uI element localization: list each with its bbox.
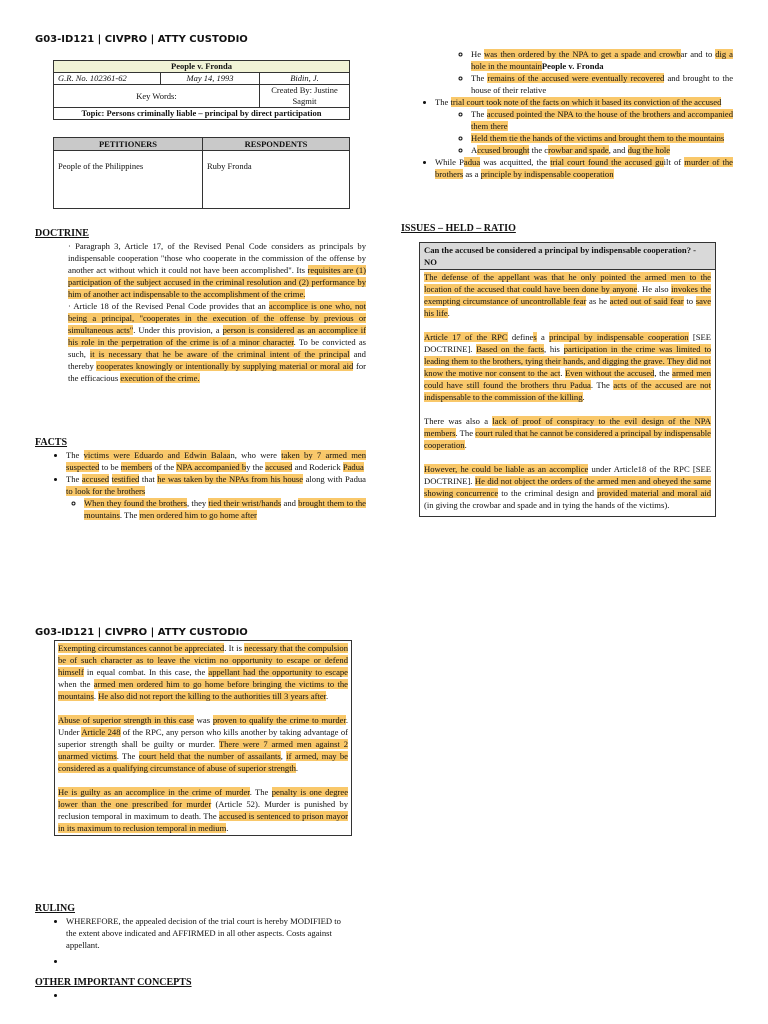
text-segment: of the — [152, 462, 177, 472]
issue-box — [419, 242, 716, 517]
text-segment: · Article 18 of the Revised Penal Code provides that an — [68, 301, 269, 311]
text-segment: in equal combat. In this case, the — [83, 667, 209, 677]
text-segment: to the criminal design and — [498, 488, 598, 498]
highlighted-text: to look for the brothers — [66, 486, 146, 496]
highlighted-text: execution of the crime. — [120, 373, 200, 383]
ratio-paragraph — [424, 415, 711, 451]
document-header: G03-ID121 | CIVPRO | ATTY CUSTODIO — [35, 34, 248, 45]
text-segment: define — [507, 332, 534, 342]
highlighted-text: appellant had the opportunity to escape — [208, 667, 348, 677]
highlighted-text: lack of proof of conspiracy to the evil design of the NPA members — [424, 416, 712, 438]
text-segment: . Under this provision, a — [133, 325, 223, 335]
highlighted-text: accused pointed the NPA to the house of the brothers and accompanied them there — [471, 109, 733, 131]
respondent-name: Ruby Fronda — [203, 151, 350, 209]
text-segment: , they — [187, 498, 209, 508]
highlighted-text: The defense of the appellant was that he only pointed the armed men to the location of the accused that could have been done by anyone — [424, 272, 711, 294]
text-segment: for the efficacious — [68, 361, 367, 383]
doctrine-paragraph — [68, 240, 366, 300]
ruling-heading: RULING — [35, 903, 76, 914]
list-item — [66, 955, 352, 967]
text-segment: The — [471, 73, 488, 83]
highlighted-text: suspected — [66, 462, 100, 472]
highlighted-text: cooperates knowingly or intentionally by supplying material or moral aid — [96, 361, 354, 371]
text-segment: and Roderick — [292, 462, 343, 472]
other-concepts-list — [52, 989, 352, 1001]
list-item: • WHEREFORE, the appealed decision of the trial court is hereby MODIFIED to the extent above indicated and AFFIRMED in all other aspects. Costs against appellant. — [66, 915, 352, 951]
text-segment: as a — [463, 169, 481, 179]
highlighted-text: if armed, may be considered as a qualifying circumstance of abuse of superior strength — [58, 751, 348, 773]
list-item — [471, 108, 733, 132]
highlighted-text: requisites are (1) participation of the subject accused in the criminal resolution and (2) performance by him of another act indispensable to the accomplishment of the crime. — [68, 265, 366, 299]
gr-number: G.R. No. 102361-62 — [54, 73, 161, 85]
highlighted-text: testified — [111, 474, 140, 484]
highlighted-text: dig a hole in the mountain — [471, 49, 733, 71]
text-segment: . — [295, 763, 299, 773]
list-item — [66, 473, 366, 521]
text-segment: [SEE DOCTRINE]. — [424, 332, 711, 354]
text-segment: . The — [455, 428, 476, 438]
text-segment: of the RPC, any person who kills another by taking advantage of superior strength shall be guilty or murder. — [58, 727, 348, 749]
text-segment: y the — [246, 462, 266, 472]
highlighted-text: court held that the number of assailants — [138, 751, 281, 761]
highlighted-text: accused — [81, 474, 110, 484]
text-segment: . It is — [224, 643, 245, 653]
text-segment: . — [326, 691, 329, 701]
highlighted-text: accused — [265, 462, 293, 472]
highlighted-text: murder of the brothers — [435, 157, 733, 179]
ratio-paragraph — [424, 331, 711, 403]
highlighted-text: participation in the crime was limited to leading them to the brothers, tying their hands, and digging the grave. They did not know the motive nor consent to the act — [424, 344, 712, 378]
highlighted-text: trial court found the accused gu — [550, 157, 664, 167]
text-segment: . — [582, 392, 585, 402]
highlighted-text: he was taken by the NPAs from his house — [157, 474, 304, 484]
highlighted-text: He also did not report the killing to the authorities till 3 years after — [98, 691, 327, 701]
highlighted-text: principal by indispensable cooperation — [549, 332, 689, 342]
text-segment: along with Padua — [303, 474, 366, 484]
ratio-paragraph — [424, 463, 711, 511]
text-segment: . — [447, 308, 450, 318]
highlighted-text: However, he could be liable as an accomplice — [424, 464, 589, 474]
text-segment: . The — [590, 380, 614, 390]
text-segment: and thereby — [68, 349, 366, 371]
highlighted-text: adua — [463, 157, 481, 167]
text-segment: under Article18 of the RPC [SEE DOCTRINE]. — [424, 464, 711, 486]
facts-continued — [419, 48, 733, 180]
text-segment: (in giving the crowbar and spade and in tying the hands of the victims). — [424, 500, 670, 510]
highlighted-text: Exempting circumstances cannot be appreciated — [58, 643, 225, 653]
doctrine-text — [68, 240, 366, 384]
highlighted-text: person is considered as an accomplice if his role in the perpetration of the crime is of a minor character — [68, 325, 366, 347]
text-segment: People v. Fronda — [541, 61, 604, 71]
text-segment: was acquitted, the — [480, 157, 551, 167]
text-segment: The — [435, 97, 451, 107]
petitioner-name: People of the Philippines — [54, 151, 203, 209]
text-segment: . To be convicted as such, — [68, 337, 366, 359]
text-segment: a — [536, 332, 550, 342]
text-segment: While P — [435, 157, 464, 167]
text-segment: . — [560, 368, 566, 378]
highlighted-text: victims were Eduardo and Edwin Balaa — [83, 450, 231, 460]
highlighted-text: acted out of said fear — [609, 296, 684, 306]
issue-question: Can the accused be considered a principal by indispensable cooperation? - NO — [420, 243, 715, 270]
highlighted-text: remains of the accused were eventually recovered — [487, 73, 665, 83]
highlighted-text: members — [120, 462, 153, 472]
text-segment: The — [471, 109, 487, 119]
text-segment: . The — [119, 510, 140, 520]
highlighted-text: court ruled that he cannot be considered a principal by indispensable cooperation — [424, 428, 711, 450]
list-item — [435, 96, 733, 156]
respondents-header: RESPONDENTS — [203, 138, 350, 151]
text-segment: , — [280, 751, 287, 761]
facts-heading: FACTS — [35, 437, 68, 448]
text-segment: and brought to the house of their relative — [471, 73, 734, 95]
text-segment: and — [281, 498, 299, 508]
text-segment: (Article 52). Murder is punished by reclusion temporal in maximum to death. The — [58, 799, 348, 821]
ruling-text — [52, 915, 352, 967]
text-segment: that — [139, 474, 158, 484]
text-segment: . The — [249, 787, 272, 797]
list-item — [471, 132, 733, 144]
highlighted-text: Padua — [342, 462, 364, 472]
highlighted-text: dug the hole — [627, 145, 671, 155]
facts-text — [52, 449, 366, 521]
ratio-paragraph — [424, 271, 711, 319]
ratio-continued-box — [54, 640, 352, 836]
text-segment: . Under — [58, 715, 348, 737]
highlighted-text: Even without the accused — [565, 368, 655, 378]
list-item — [471, 72, 733, 96]
text-segment: ar and to — [680, 49, 716, 59]
highlighted-text: When they found the brothers — [84, 498, 188, 508]
highlighted-text: Based on the facts — [476, 344, 544, 354]
list-item — [471, 48, 733, 72]
highlighted-text: provided material and moral aid — [597, 488, 711, 498]
highlighted-text: brought them to the mountains — [84, 498, 367, 520]
text-segment: . — [93, 691, 99, 701]
highlighted-text: NPA accompanied b — [176, 462, 247, 472]
other-concepts-heading: OTHER IMPORTANT CONCEPTS — [35, 977, 192, 988]
doctrine-heading: DOCTRINE — [35, 228, 89, 239]
ponente: Bidin, J. — [260, 73, 350, 85]
highlighted-text: Article 17 of the RPC — [424, 332, 508, 342]
highlighted-text: armed men ordered him to go home before bringing the victims to the mountains — [58, 679, 348, 701]
text-segment: , his — [543, 344, 564, 354]
list-item — [66, 449, 366, 473]
highlighted-text: rowbar and spade — [548, 145, 609, 155]
highlighted-text: it is necessary that he be aware of the criminal intent of the principal — [89, 349, 350, 359]
text-segment: . The — [116, 751, 139, 761]
highlighted-text: ccused brought — [477, 145, 530, 155]
highlighted-text: men ordered him to go home after — [139, 510, 257, 520]
text-segment: to — [683, 296, 696, 306]
document-header-page2: G03-ID121 | CIVPRO | ATTY CUSTODIO — [35, 627, 248, 638]
parties-table — [53, 137, 350, 209]
highlighted-text: was then ordered by the NPA to get a spade and crowb — [484, 49, 681, 59]
ratio-paragraph — [58, 786, 348, 834]
highlighted-text: accomplice is one who, not being a principal, "cooperates in the execution of the offense by previous or simultaneous acts" — [68, 301, 366, 335]
highlighted-text: tied their wrist/hands — [208, 498, 282, 508]
text-segment: . — [226, 823, 229, 833]
case-info-table — [53, 60, 350, 120]
highlighted-text: proven to qualify the crime to murder — [212, 715, 346, 725]
text-segment: ilt of — [663, 157, 685, 167]
text-segment: There was also a — [424, 416, 493, 426]
text-segment: The — [66, 450, 84, 460]
list-item — [84, 497, 366, 521]
text-segment: as he — [586, 296, 610, 306]
highlighted-text: There were 7 armed men against 2 unarmed victims — [58, 739, 349, 761]
highlighted-text: Held them tie the hands of the victims and brought them to the mountains — [471, 133, 725, 143]
highlighted-text: penalty is one degree lower than the one prescribed for murder — [58, 787, 349, 809]
case-topic: Topic: Persons criminally liable – principal by direct participation — [54, 108, 350, 120]
text-segment: · Paragraph 3, Article 17, of the Revised Penal Code considers as principals by indispensable cooperation "those who cooperate in the commission of the offense by another act without which it could not have been accomplished". Its — [68, 241, 366, 275]
text-segment: , and — [608, 145, 628, 155]
petitioners-header: PETITIONERS — [54, 138, 203, 151]
issues-heading: ISSUES – HELD – RATIO — [401, 223, 516, 234]
ratio-paragraph — [58, 714, 348, 774]
text-segment: . He also — [637, 284, 672, 294]
list-item — [471, 144, 733, 156]
text-segment: when the — [58, 679, 94, 689]
highlighted-text: accused is sentenced to prison mayor in its maximum to reclusion temporal in medium — [58, 811, 348, 833]
highlighted-text: He did not object the orders of the armed men and obeyed the same showing concurrence — [424, 476, 711, 498]
list-item — [435, 156, 733, 180]
highlighted-text: armed men could have still found the brothers thru Padua — [424, 368, 711, 390]
list-item — [66, 989, 352, 1001]
text-segment: A — [471, 145, 478, 155]
highlighted-text: He is guilty as an accomplice in the crime of murder — [58, 787, 250, 797]
highlighted-text: necessary that the compulsion be of such character as to leave the victim no opportunity to escape or defend himself — [58, 643, 348, 677]
highlighted-text: acts of the accused are not indispensable to the commission of the killing — [424, 380, 711, 402]
text-segment: , the — [654, 368, 673, 378]
highlighted-text: trial court took note of the facts on which it based its conviction of the accused — [450, 97, 722, 107]
created-by: Created By: Justine Sagmit — [260, 85, 350, 108]
issue-ratio — [420, 270, 715, 516]
highlighted-text: taken by 7 armed men — [281, 450, 366, 460]
highlighted-text: Article 248 — [81, 727, 121, 737]
highlighted-text: Abuse of superior strength in this case — [58, 715, 194, 725]
text-segment: n, who were — [230, 450, 282, 460]
text-segment: . — [464, 440, 467, 450]
highlighted-text: s — [533, 332, 537, 342]
highlighted-text: invokes the exempting circumstance of uncontrollable fear — [424, 284, 711, 306]
text-segment: to be — [99, 462, 121, 472]
decision-date: May 14, 1993 — [161, 73, 260, 85]
highlighted-text: principle by indispensable cooperation — [480, 169, 614, 179]
ratio-paragraph — [58, 642, 348, 702]
case-title: People v. Fronda — [54, 61, 350, 73]
text-segment: was — [193, 715, 213, 725]
highlighted-text: save his life — [424, 296, 712, 318]
doctrine-paragraph — [68, 300, 366, 384]
text-segment: He — [471, 49, 484, 59]
text-segment: The — [66, 474, 82, 484]
text-segment: the c — [529, 145, 549, 155]
key-words: Key Words: — [54, 85, 260, 108]
